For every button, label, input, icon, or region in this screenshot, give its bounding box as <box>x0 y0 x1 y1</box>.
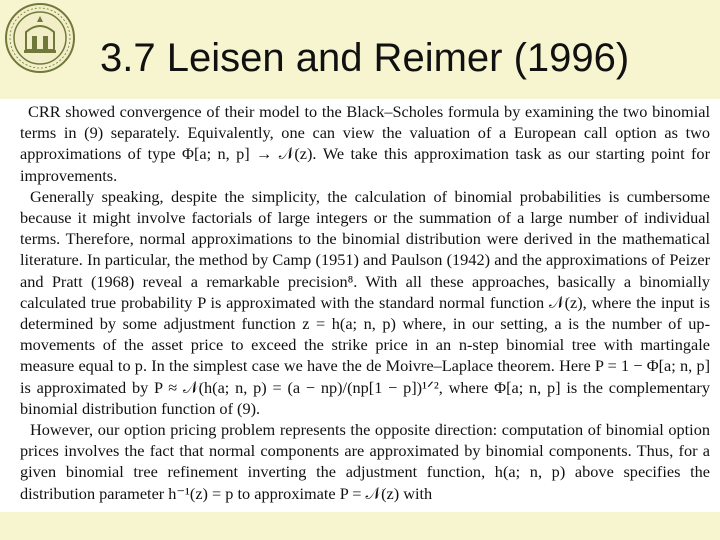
paragraph-3: However, our option pricing problem represents the opposite direction: computation of binomial option prices involves the fact that normal components are approximated by binomial components. Thus, for a given binomial tree refinement inverting the adjustment function, h(a; n, p) above specifies the distribution parameter h⁻¹(z) = p to approximate P = 𝒩(z) with <box>20 420 710 503</box>
paragraph-2: Generally speaking, despite the simplicity, the calculation of binomial probabilities is cumbersome because it might involve factorials of large integers or the summation of a large number of individual terms. Therefore, normal approximations to the binomial distribution were derived in the mathematical literature. In particular, the method by Camp (1951) and Paulson (1942) and the approximations of Peizer and Pratt (1968) reveal a remarkable precision⁸. With all these approaches, basically a binomially calculated true probability P is approximated with the standard normal function 𝒩(z), where the input is determined by some adjustment function z = h(a; n, p) where, in our setting, a is the number of up-movements of the asset price to exceed the strike price in an n-step binomial tree with martingale measure equal to p. In the simplest case we have the de Moivre–Laplace theorem. Here P = 1 − Φ[a; n, p] is approximated by P ≈ 𝒩(h(a; n, p) = (a − np)/(np[1 − p])¹ᐟ², where Φ[a; n, p] is the complementary binomial distribution function of (9). <box>20 186 711 418</box>
university-seal-icon <box>4 2 76 74</box>
slide-title: 3.7 Leisen and Reimer (1996) <box>100 36 630 80</box>
body-text <box>20 101 710 504</box>
paragraph-1: CRR showed convergence of their model to the Black–Scholes formula by examining the two binomial terms in (9) separately. Equivalently, one can view the valuation of a European call option as two approximations of type Φ[a; n, p] → 𝒩(z). We take this approximation task as our starting point for improvements. <box>20 102 710 185</box>
